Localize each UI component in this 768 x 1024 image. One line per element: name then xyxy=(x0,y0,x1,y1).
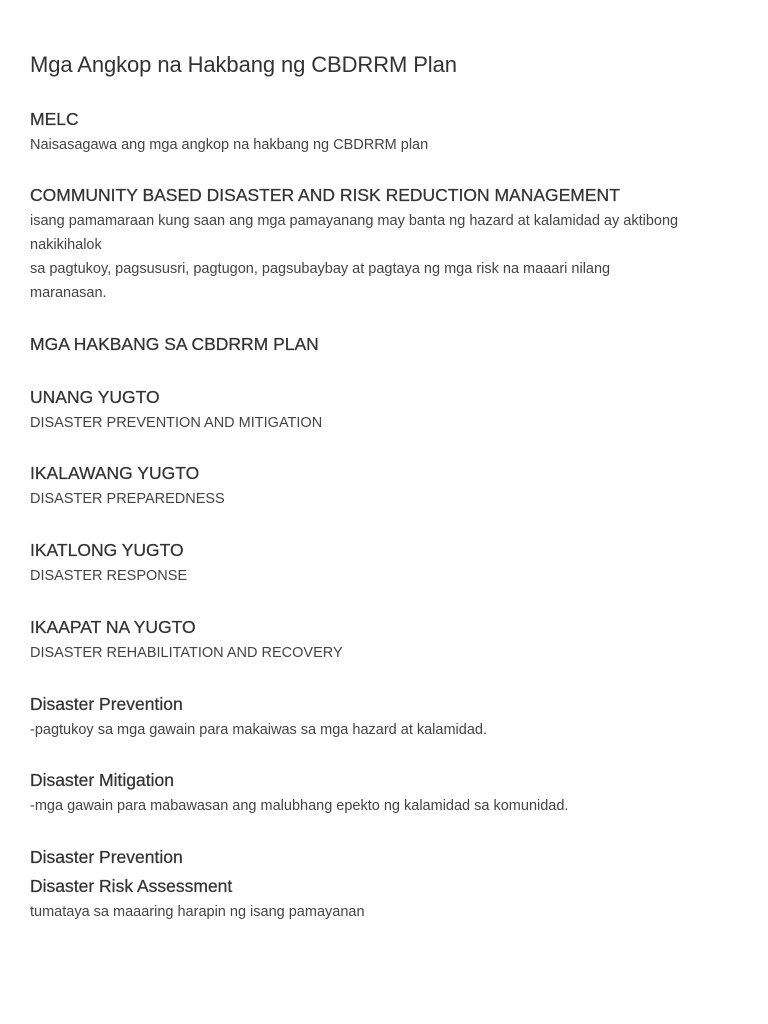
section-text: DISASTER RESPONSE xyxy=(30,568,188,584)
section-heading: IKAAPAT NA YUGTO xyxy=(30,617,196,637)
section-text: -pagtukoy sa mga gawain para makaiwas sa mga hazard at kalamidad. xyxy=(30,722,487,738)
section-text-line: nakikihalok xyxy=(30,237,102,253)
section-text: -mga gawain para mabawasan ang malubhang epekto ng kalamidad sa komunidad. xyxy=(30,798,569,814)
section-heading: IKALAWANG YUGTO xyxy=(30,463,200,483)
section-text: Naisasagawa ang mga angkop na hakbang ng CBDRRM plan xyxy=(30,137,429,153)
section-ikatlong-yugto xyxy=(30,538,742,588)
section-text: DISASTER PREPAREDNESS xyxy=(30,491,225,507)
section-text: DISASTER REHABILITATION AND RECOVERY xyxy=(30,645,343,661)
section-heading: MGA HAKBANG SA CBDRRM PLAN xyxy=(30,334,319,354)
section-ikaapat-na-yugto xyxy=(30,615,742,665)
section-subheading: Disaster Risk Assessment xyxy=(30,876,233,896)
section-heading: COMMUNITY BASED DISASTER AND RISK REDUCTION MANAGEMENT xyxy=(30,185,620,205)
section-unang-yugto xyxy=(30,385,742,435)
section-text: tumataya sa maaaring harapin ng isang pamayanan xyxy=(30,904,365,920)
section-disaster-mitigation xyxy=(30,768,742,818)
section-disaster-prevention xyxy=(30,692,742,742)
section-heading: MELC xyxy=(30,109,79,129)
section-cbdrrm xyxy=(30,183,742,305)
section-text-line: maranasan. xyxy=(30,285,107,301)
section-disaster-risk-assessment xyxy=(30,845,742,924)
section-heading: IKATLONG YUGTO xyxy=(30,540,184,560)
section-text-line: sa pagtukoy, pagsususri, pagtugon, pagsubaybay at pagtaya ng mga risk na maaari nilang xyxy=(30,261,611,277)
section-hakbang xyxy=(30,332,742,356)
page-title: Mga Angkop na Hakbang ng CBDRRM Plan xyxy=(30,52,457,77)
section-text-line: isang pamamaraan kung saan ang mga pamayanang may banta ng hazard at kalamidad ay aktibong xyxy=(30,213,679,229)
section-heading: Disaster Mitigation xyxy=(30,770,174,790)
section-text: DISASTER PREVENTION AND MITIGATION xyxy=(30,415,323,431)
section-heading: UNANG YUGTO xyxy=(30,387,160,407)
section-ikalawang-yugto xyxy=(30,461,742,511)
section-heading: Disaster Prevention xyxy=(30,847,183,867)
section-melc xyxy=(30,107,742,157)
section-heading: Disaster Prevention xyxy=(30,694,183,714)
